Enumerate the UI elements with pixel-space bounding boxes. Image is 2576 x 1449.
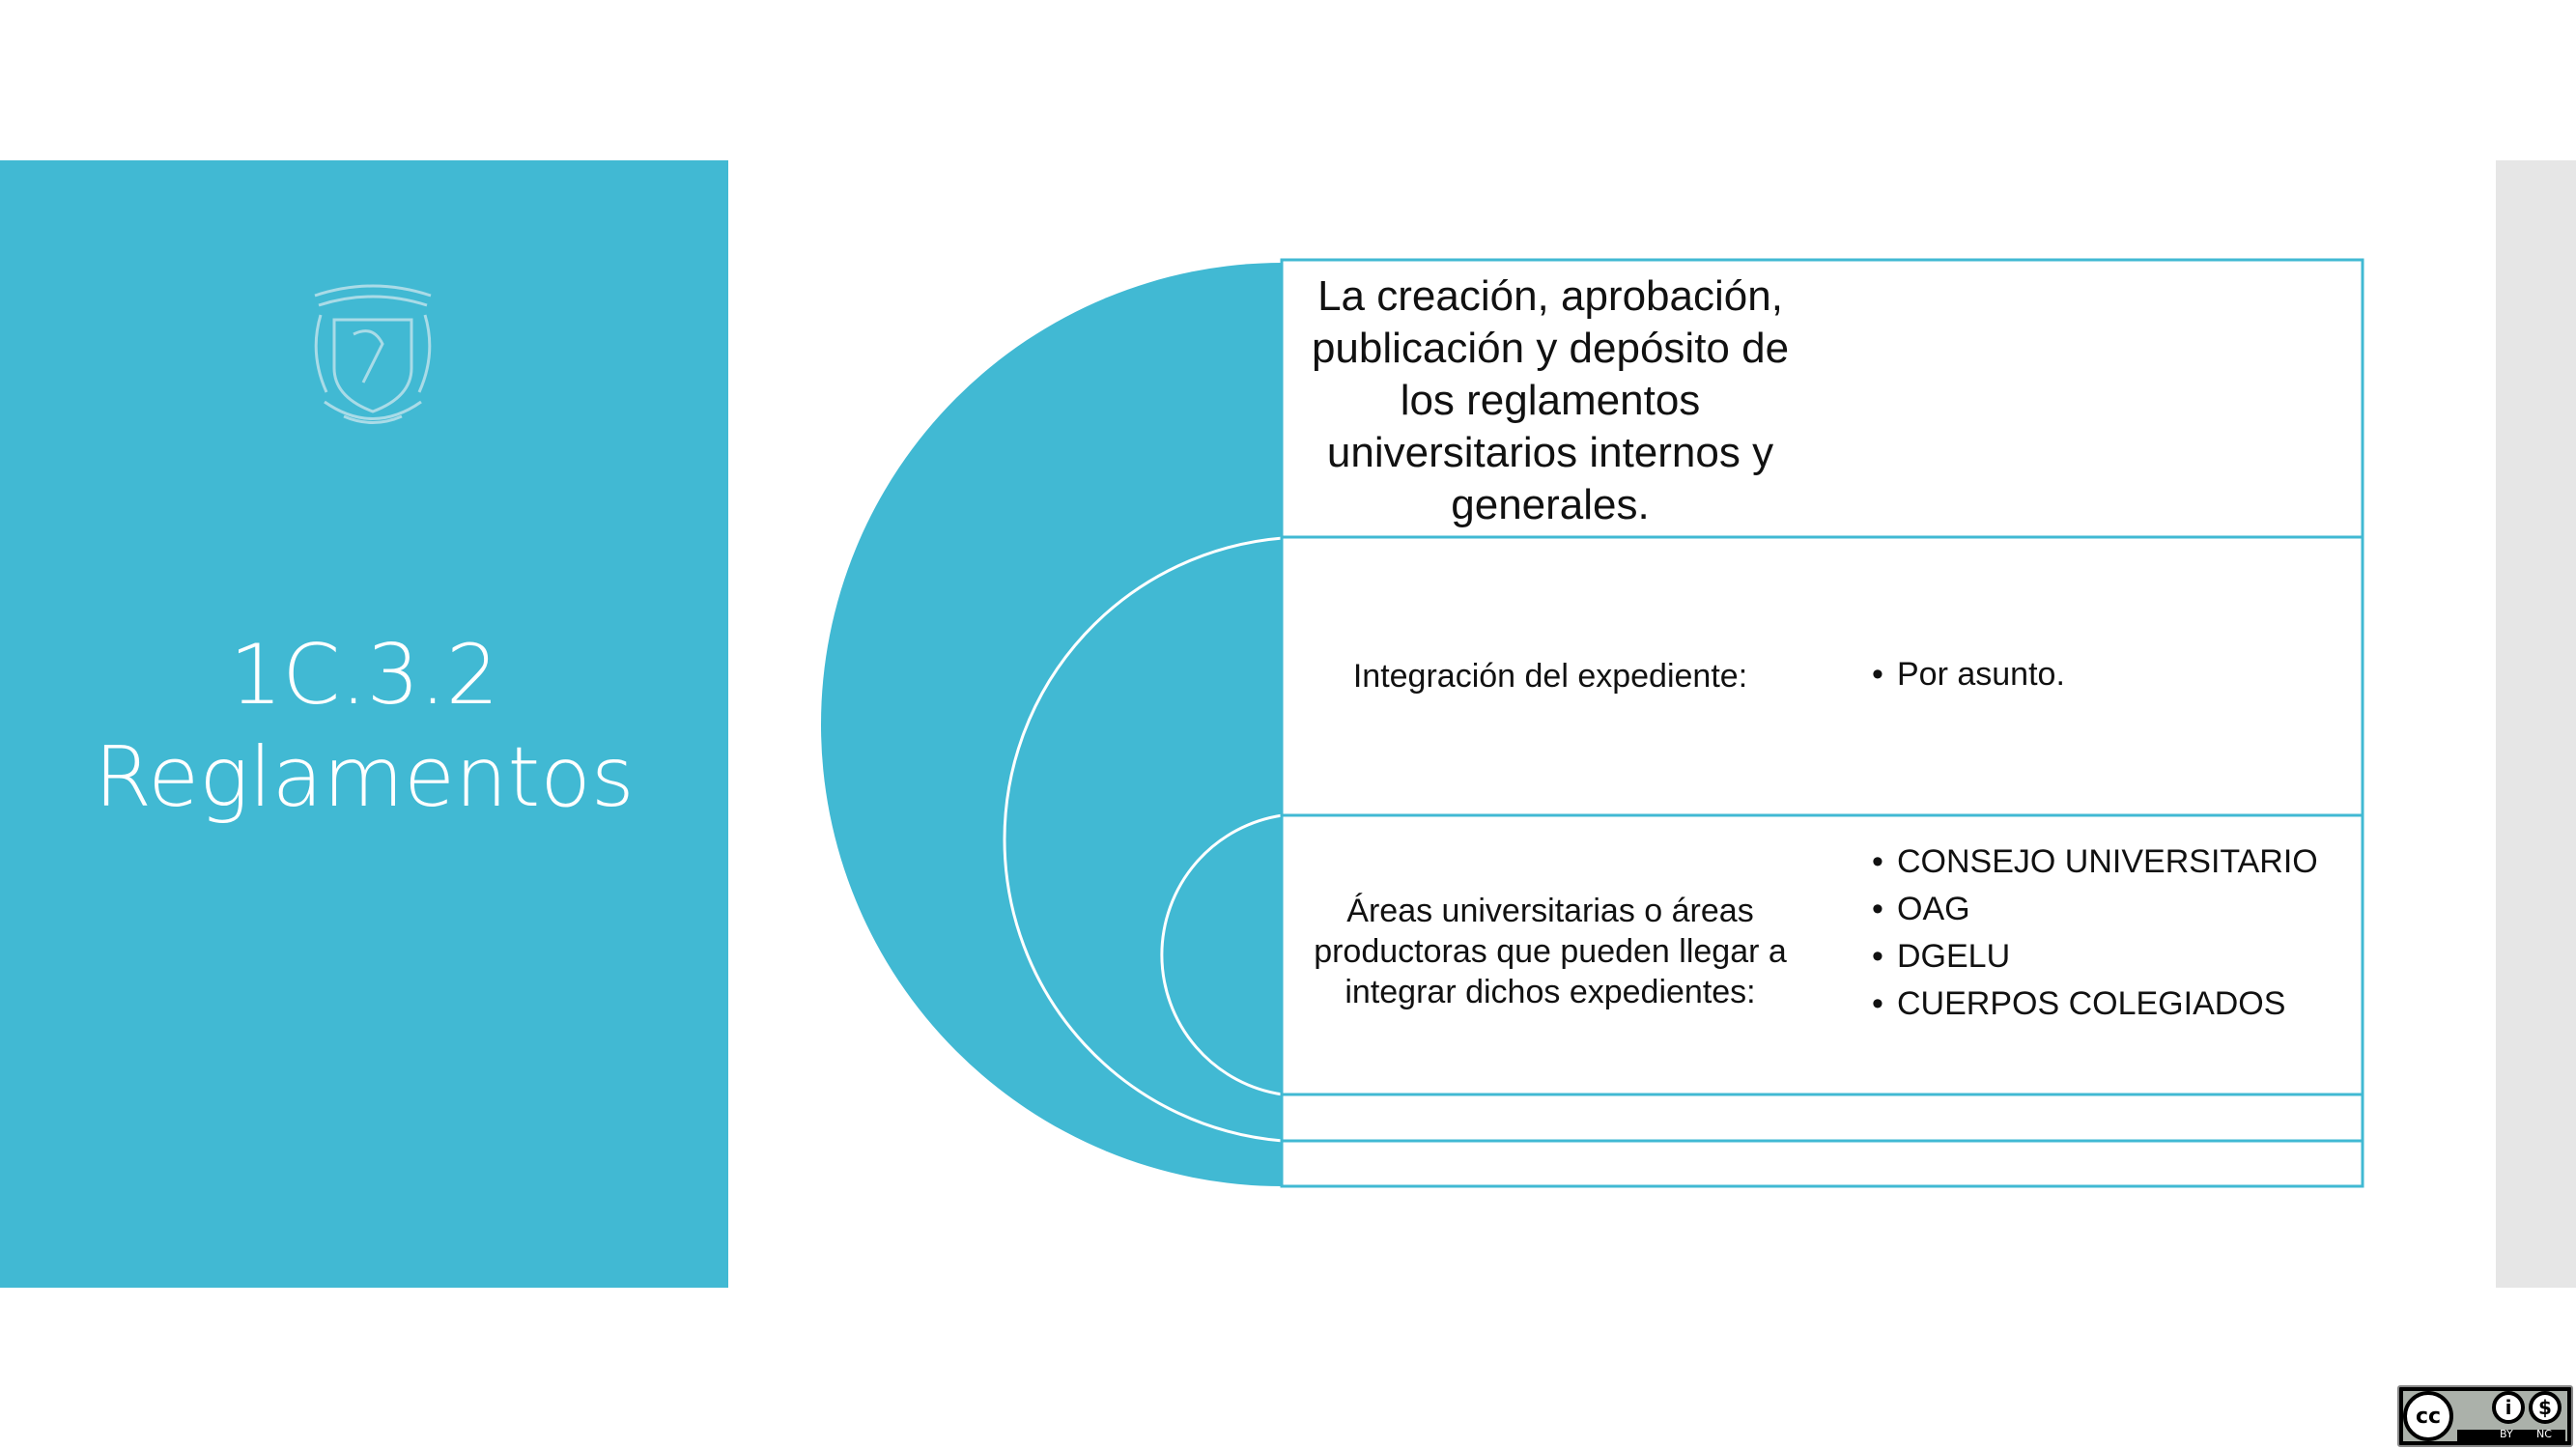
band-3-label: Áreas universitarias o áreas productoras que pueden llegar a integrar dichos expedientes: [1314,893,1787,1010]
band-1-text: La creación, aprobación, publicación y depósito de los reglamentos universitarios internos y generales. [1311,272,1790,528]
noncommercial-icon: $ [2529,1391,2562,1424]
title-code: 1C.3.2 [229,627,499,724]
band-2-label: Integración del expediente: [1352,657,1748,695]
by-label: BY [2500,1428,2513,1440]
list-item: • OAG [1872,890,2374,929]
list-item: • CONSEJO UNIVERSITARIO [1872,842,2374,882]
creative-commons-icon[interactable] [2397,1385,2573,1447]
band-4-box [1282,1094,2363,1141]
list-item: • DGELU [1872,937,2374,977]
title-text: Reglamentos [94,729,635,826]
band-2-list [1872,655,2374,702]
nc-label: NC [2536,1428,2552,1440]
list-item: • Por asunto. [1872,655,2374,695]
cc-icon: cc [2403,1391,2453,1441]
list-item: • CUERPOS COLEGIADOS [1872,984,2374,1024]
outer-arc [821,263,1283,1186]
band-3-list [1872,842,2374,1032]
band-5-box [1282,1141,2363,1186]
attribution-icon: i [2492,1391,2525,1424]
